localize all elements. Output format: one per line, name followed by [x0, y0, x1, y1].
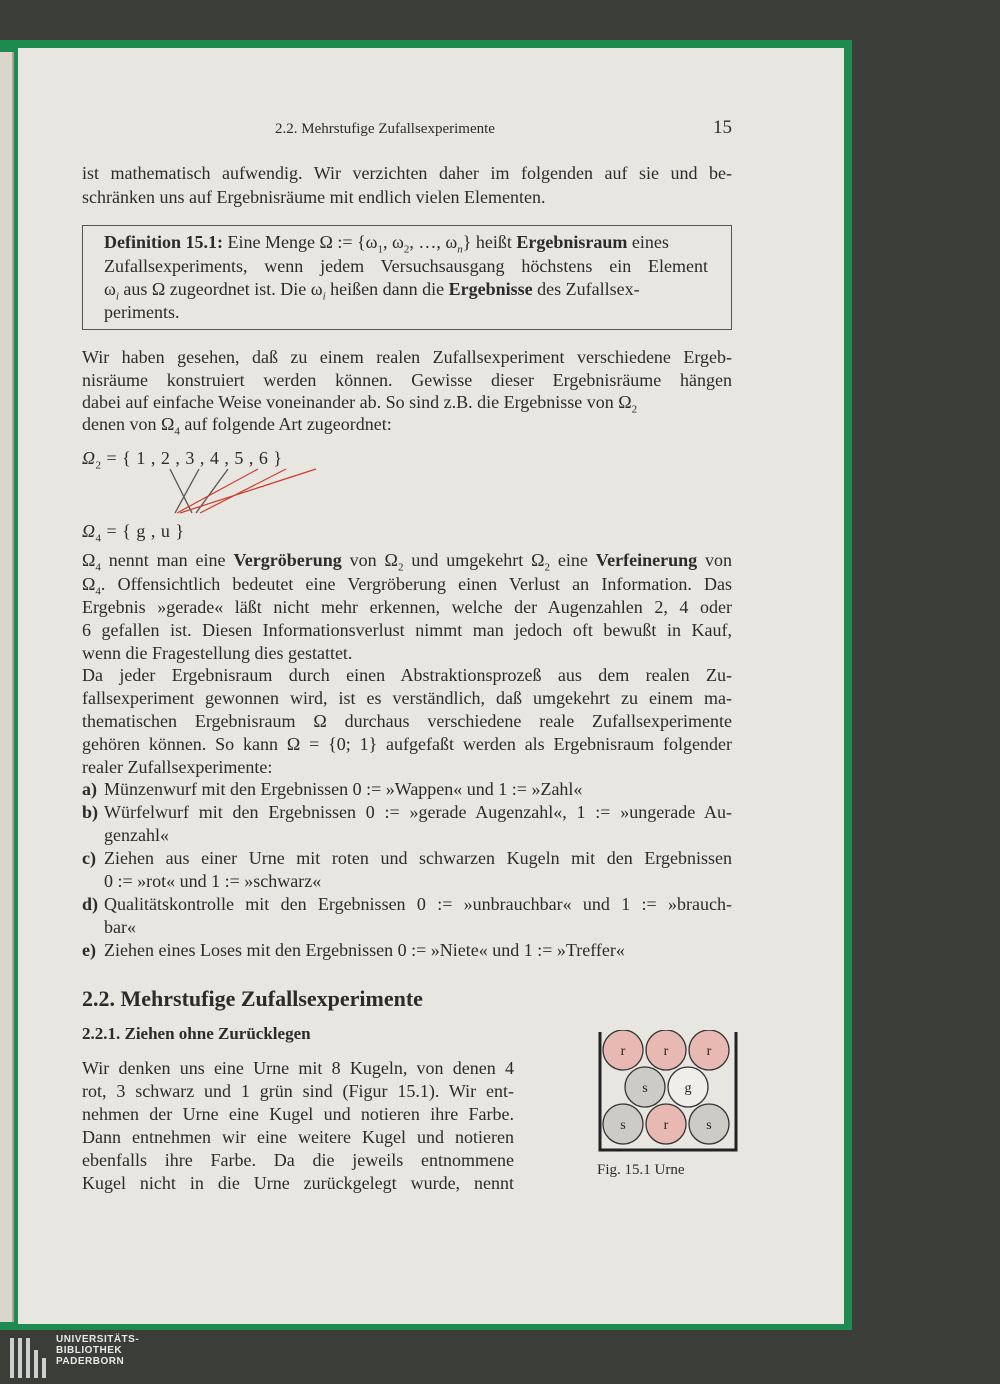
para3-line-3: thematischen Ergebnisraum Ω durchaus verschiedene reale Zufallsexperimente — [82, 711, 732, 731]
definition-line-3: $\omega_i$ aus Ω zugeordnet ist. Die $\omega_i$ heißen dann die Ergebnisse des Zufallsex- — [104, 279, 640, 303]
definition-line-2: Zufallsexperiments, wenn jedem Versuchsausgang höchstens ein Element — [104, 256, 708, 276]
list-item-c-line-2: 0 := »rot« und 1 := »schwarz« — [104, 871, 322, 891]
subsection-line-1: Wir denken uns eine Urne mit 8 Kugeln, von denen 4 — [82, 1058, 514, 1078]
para3-line-1: Da jeder Ergebnisraum durch einen Abstraktionsprozeß aus dem realen Zu- — [82, 665, 732, 685]
library-name-line-3: PADERBORN — [56, 1356, 125, 1367]
list-label-b: b) — [82, 802, 99, 822]
para1-line-1: Wir haben gesehen, daß zu einem realen Zufallsexperiment verschiedene Ergeb- — [82, 347, 732, 367]
list-item-a-line-1: Münzenwurf mit den Ergebnissen 0 := »Wappen« und 1 := »Zahl« — [104, 779, 583, 799]
subsection-line-4: Dann entnehmen wir eine weitere Kugel und notieren — [82, 1127, 514, 1147]
section-heading: 2.2. Mehrstufige Zufallsexperimente — [82, 986, 423, 1011]
omega4-set: $\Omega_4$ = { g , u } — [82, 521, 185, 545]
urn-balls — [603, 1030, 729, 1144]
ball-label: r — [620, 1044, 626, 1059]
list-label-a: a) — [82, 779, 97, 799]
arrow-2-to-g — [175, 469, 199, 513]
subsection-line-3: nehmen der Urne eine Kugel und notieren ihre Farbe. — [82, 1104, 514, 1124]
definition-text: , …, ω — [409, 232, 458, 252]
para1-text: auf folgende Art zugeordnet: — [179, 414, 392, 434]
term-verfeinerung: Verfeinerung — [595, 550, 698, 570]
definition-text: aus Ω zugeordnet ist. Die ω — [118, 279, 323, 299]
previous-page-edge — [0, 52, 14, 1322]
subsection-line-5: ebenfalls ihre Farbe. Da die jeweils entnommene — [82, 1150, 514, 1170]
arrow-4-to-g — [177, 469, 258, 513]
term-vergroeberung: Vergröberung — [233, 550, 342, 570]
para1-line-3: dabei auf einfache Weise voneinander ab. So sind z.B. die Ergebnisse von $\Omega_2$ — [82, 392, 638, 416]
mapping-arrows — [150, 465, 350, 525]
subsection-line-2: rot, 3 schwarz und 1 grün sind (Figur 15.1). Wir ent- — [82, 1081, 514, 1101]
library-name-line-1: UNIVERSITÄTS- — [56, 1334, 140, 1345]
list-label-d: d) — [82, 894, 99, 914]
library-name-line-2: BIBLIOTHEK — [56, 1345, 123, 1356]
term-ergebnisse: Ergebnisse — [448, 279, 533, 299]
ball-label: s — [706, 1118, 712, 1133]
ball-label: r — [663, 1118, 669, 1133]
subsection-line-6: Kugel nicht in die Urne zurückgelegt wurde, nennt — [82, 1173, 514, 1193]
arrow-5-to-u — [200, 469, 286, 513]
para2-line-5: wenn die Fragestellung dies gestattet. — [82, 643, 353, 663]
para2-line-3: Ergebnis »gerade« läßt nicht mehr erkennen, welche der Augenzahlen 2, 4 oder — [82, 597, 732, 617]
definition-text: ω — [104, 279, 116, 299]
definition-text: } heißt — [462, 232, 517, 252]
para1-text: dabei auf einfache Weise voneinander ab. So sind z.B. die Ergebnisse von Ω — [82, 392, 632, 412]
running-header: 2.2. Mehrstufige Zufallsexperimente — [275, 121, 495, 137]
list-label-e: e) — [82, 940, 96, 960]
ball-label: s — [620, 1118, 626, 1133]
scan-footer — [0, 1330, 1000, 1384]
ball-label: g — [684, 1081, 692, 1096]
definition-text: eines — [627, 232, 669, 252]
list-item-d-line-2: bar« — [104, 917, 136, 937]
para1-text: denen von Ω — [82, 414, 175, 434]
list-item-e-line-1: Ziehen eines Loses mit den Ergebnissen 0 := »Niete« und 1 := »Treffer« — [104, 940, 625, 960]
intro-line-2: schränken uns auf Ergebnisräume mit endlich vielen Elementen. — [82, 187, 546, 207]
definition-line-1: Definition 15.1: Eine Menge Ω := {$\omega_1$, $\omega_2$, …, $\omega_n$} heißt Ergebnisraum eines — [104, 232, 669, 256]
list-label-c: c) — [82, 848, 96, 868]
para2-line-1: $\Omega_4$ nennt man eine Vergröberung von $\Omega_2$ und umgekehrt $\Omega_2$ eine Verfeinerung von — [82, 550, 732, 574]
para3-line-4: gehören können. So kann Ω = {0; 1} aufgefaßt werden als Ergebnisraum folgender — [82, 734, 732, 754]
ball-label: r — [706, 1044, 712, 1059]
para3-line-2: fallsexperiment gewonnen wird, ist es verständlich, daß umgekehrt zu einem ma- — [82, 688, 732, 708]
definition-text: heißen dann die — [325, 279, 449, 299]
list-item-b-line-1: Würfelwurf mit den Ergebnissen 0 := »gerade Augenzahl«, 1 := »ungerade Au- — [104, 802, 732, 822]
para2-line-4: 6 gefallen ist. Diesen Informationsverlust nimmt man jedoch oft bewußt in Kauf, — [82, 620, 732, 640]
library-logo-text — [56, 1334, 139, 1367]
para2-line-2: $\Omega_4$. Offensichtlich bedeutet eine Vergröberung einen Verlust an Information. Das — [82, 574, 732, 598]
list-item-d-line-1: Qualitätskontrolle mit den Ergebnissen 0 := »unbrauchbar« und 1 := »brauch- — [104, 894, 732, 914]
page-number: 15 — [713, 117, 732, 138]
omega2-set: $\Omega_2$ = { 1 , 2 , 3 , 4 , 5 , 6 } — [82, 448, 283, 472]
library-logo-icon — [10, 1338, 54, 1378]
definition-line-4: periments. — [104, 302, 180, 322]
list-item-b-line-2: genzahl« — [104, 825, 169, 845]
definition-label: Definition 15.1: — [104, 232, 223, 252]
term-ergebnisraum: Ergebnisraum — [516, 232, 628, 252]
definition-text: des Zufallsex- — [532, 279, 640, 299]
list-item-c-line-1: Ziehen aus einer Urne mit roten und schwarzen Kugeln mit den Ergebnissen — [104, 848, 732, 868]
definition-text: Eine Menge Ω := {ω — [223, 232, 378, 252]
intro-line-1: ist mathematisch aufwendig. Wir verzichten daher im folgenden auf sie und be- — [82, 163, 732, 183]
ball-label: s — [642, 1081, 648, 1096]
definition-text: , ω — [383, 232, 404, 252]
arrow-6-to-g — [180, 469, 316, 513]
para1-line-4: denen von $\Omega_4$ auf folgende Art zugeordnet: — [82, 414, 392, 438]
figure-caption: Fig. 15.1 Urne — [597, 1162, 685, 1178]
urn-figure — [597, 1030, 739, 1154]
subsection-heading: 2.2.1. Ziehen ohne Zurücklegen — [82, 1024, 311, 1043]
ball-label: r — [663, 1044, 669, 1059]
para1-line-2: nisräume konstruiert werden können. Gewisse dieser Ergebnisräume hängen — [82, 370, 732, 390]
para3-line-5: realer Zufallsexperimente: — [82, 757, 273, 777]
